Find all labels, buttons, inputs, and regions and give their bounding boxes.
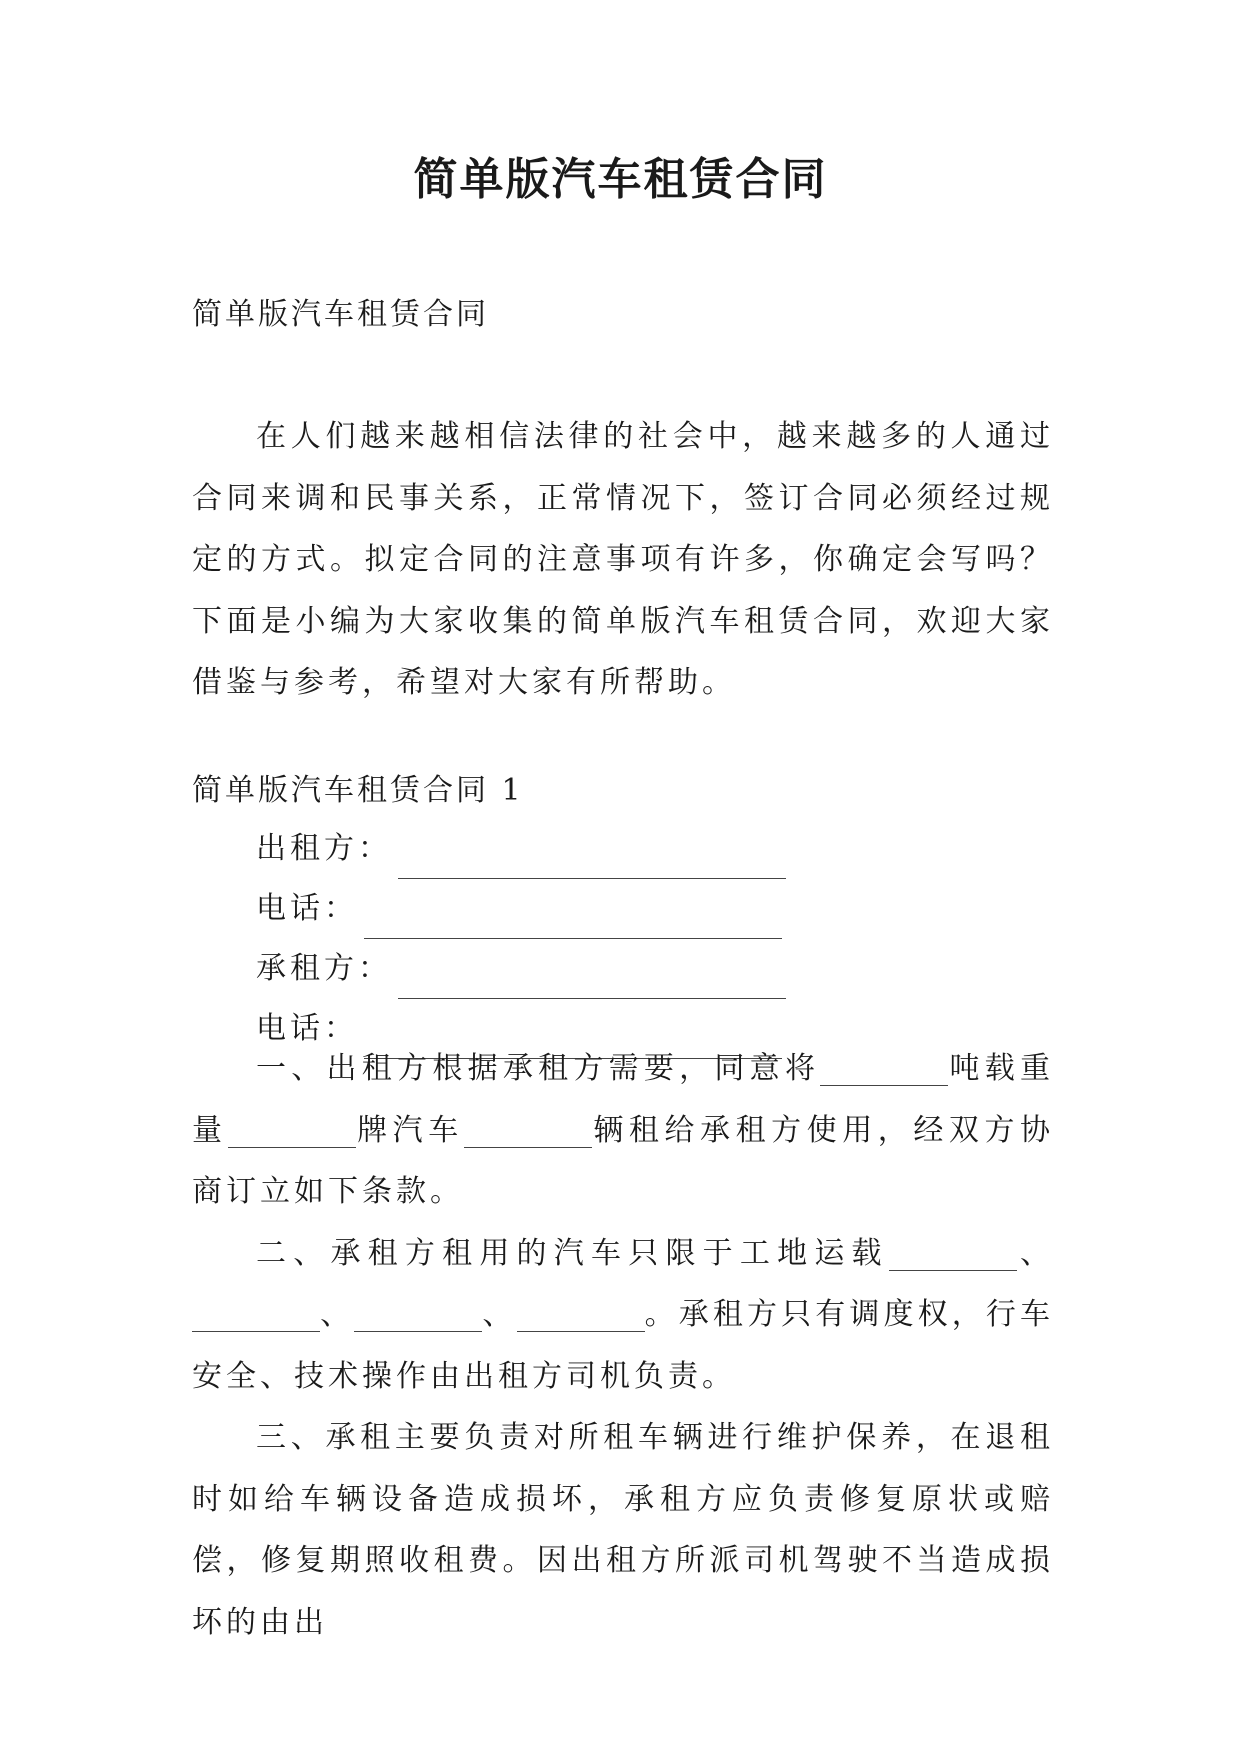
- tonnage-blank: [820, 1049, 948, 1086]
- section-heading: 简单版汽车租赁合同 1: [192, 773, 524, 808]
- intro-text: 在人们越来越相信法律的社会中，越来越多的人通过合同来调和民事关系，正常情况下，签订合同必须经过规定的方式。拟定合同的注意事项有许多，你确定会写吗？下面是小编为大家收集的简单版汽车租赁合同，欢迎大家借鉴与参考，希望对大家有所帮助。: [192, 419, 1054, 700]
- contract-clauses: [192, 1038, 1054, 1653]
- lessee-label: 承租方：: [256, 951, 392, 986]
- intro-paragraph: [192, 406, 1054, 714]
- cargo-blank-3: [354, 1295, 482, 1332]
- brand-blank: [228, 1111, 356, 1148]
- lessee-phone-label: 电话：: [256, 1011, 358, 1046]
- clause-3: 三、承租主要负责对所租车辆进行维护保养，在退租时如给车辆设备造成损坏，承租方应负责修复原状或赔偿，修复期照收租费。因出租方所派司机驾驶不当造成损坏的由出: [192, 1420, 1054, 1640]
- lessee-field: [256, 939, 786, 999]
- lessor-label: 出租方：: [256, 831, 392, 866]
- vehicle-count-blank: [464, 1111, 592, 1148]
- party-fields: [256, 819, 786, 1059]
- clause-2: 二、承租方租用的汽车只限于工地运载 、、 、 。承租方只有调度权，行车安全、技术操作由出租方司机负责。: [192, 1235, 1055, 1394]
- lessor-phone-blank: [364, 894, 782, 939]
- clause-1: 一、出租方根据承租方需要，同意将 吨载重量 牌汽车 辆租给承租方使用，经双方协商订立如下条款。: [192, 1051, 1055, 1209]
- cargo-blank-4: [517, 1295, 645, 1332]
- document-subtitle: 简单版汽车租赁合同: [192, 297, 489, 332]
- lessor-field: [256, 819, 786, 879]
- lessor-phone-field: [256, 879, 786, 939]
- lessor-blank: [398, 834, 786, 879]
- cargo-blank-2: [192, 1295, 320, 1332]
- lessee-blank: [398, 954, 786, 999]
- lessor-phone-label: 电话：: [256, 891, 358, 926]
- cargo-blank-1: [889, 1234, 1017, 1271]
- document-title: 简单版汽车租赁合同: [413, 154, 828, 205]
